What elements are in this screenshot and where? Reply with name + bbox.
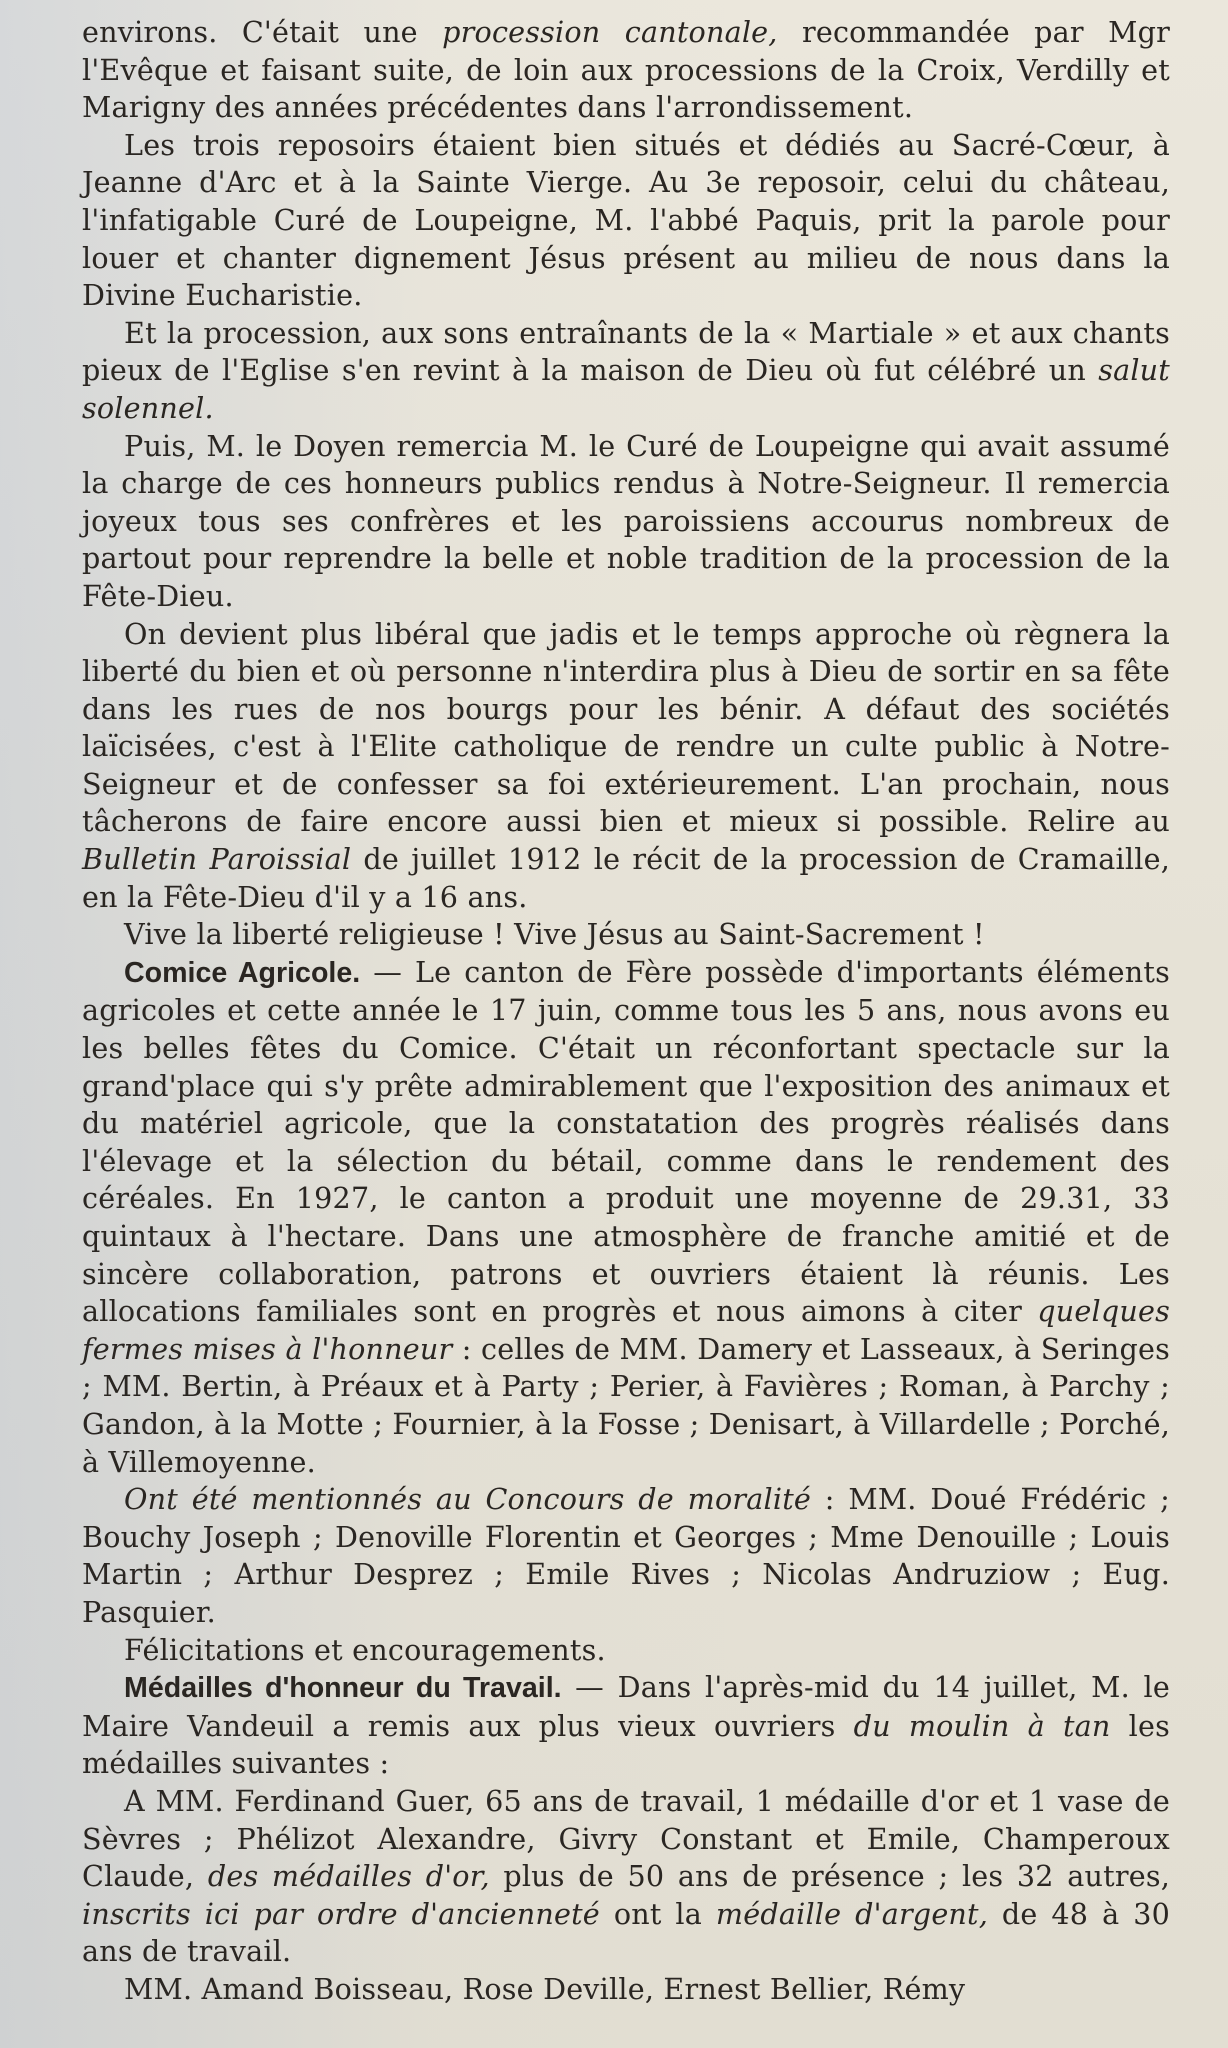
text-run: environs. C'était une: [82, 15, 443, 49]
text-run: MM. Amand Boisseau, Rose Deville, Ernest Bellier, Rémy: [124, 1971, 966, 2006]
text-run: A MM. Ferdinand Guer, 65 ans de travail, 1 médaille d'or et 1 vase de Sèvres ; Phélizot Alexandre, Givry Constant et Emile, Champeroux Claude,: [82, 1783, 1170, 1894]
paragraph-p4: [82, 428, 1170, 616]
text-run: On devient plus libéral que jadis et le temps approche où règnera la liberté du bien et où personne n'interdira plus à Dieu de sortir en sa fête dans les rues de nos bourgs pour les bénir. A défaut des sociétés laïcisées, c'est à l'Elite catholique de rendre un culte public à Notre-Seigneur et de confesser sa foi extérieurement. L'an prochain, nous tâcherons de faire encore aussi bien et mieux si possible. Relire au: [82, 616, 1170, 839]
text-run: Puis, M. le Doyen remercia M. le Curé de Loupeigne qui avait assumé la charge de ces honneurs publics rendus à Notre-Seigneur. Il remercia joyeux tous ses confrères et les paroissiens accourus nombreux de partout pour reprendre la belle et noble tradition de la procession de la Fête-Dieu.: [82, 428, 1170, 613]
text-run: : MM. Doué Frédéric ; Bouchy Joseph ; Denoville Florentin et Georges ; Mme Denouille ; Louis Martin ; Arthur Desprez ; Emile Rives ; Nicolas Andruziow ; Eug. Pasquier.: [82, 1482, 1171, 1629]
text-run: de juillet 1912 le récit de la procession de Cramaille, en la Fête-Dieu d'il y a 16 ans.: [82, 842, 1170, 914]
text-run: les médailles suivantes :: [82, 1708, 1170, 1781]
paragraph-p1: [82, 14, 1170, 127]
italic-phrase: Ont été mentionnés au Concours de moralité: [124, 1482, 812, 1517]
paragraph-p8: [82, 1481, 1170, 1631]
paragraph-p2: [82, 127, 1170, 315]
text-run: Et la procession, aux sons entraînants de la « Martiale » et aux chants pieux de l'Eglise s'en revint à la maison de Dieu où fut célébré un: [82, 315, 1170, 388]
italic-phrase: quelques fermes mises à l'honneur: [82, 1294, 1170, 1366]
section-heading: Médailles d'honneur du Travail.: [124, 1672, 562, 1705]
italic-phrase: procession cantonale,: [442, 15, 778, 49]
paragraph-p6: [82, 916, 1170, 954]
text-run: : celles de MM. Damery et Lasseaux, à Seringes ; MM. Bertin, à Préaux et à Party ; Perier, à Favières ; Roman, à Parchy ; Gandon, à la Motte ; Fournier, à la Fosse ; Denisart, à Villardelle ; Porché, à Villemoyenne.: [82, 1331, 1170, 1479]
italic-phrase: salut solennel.: [82, 353, 1170, 425]
section-heading: Comice Agricole.: [124, 956, 361, 989]
paragraph-p9: [82, 1632, 1170, 1670]
paragraph-p5: [82, 616, 1170, 917]
article-text: [82, 14, 1170, 2008]
text-run: de 48 à 30 ans de travail.: [82, 1896, 1170, 1969]
italic-phrase: médaille d'argent,: [715, 1896, 989, 1931]
italic-phrase: inscrits ici par ordre d'ancienneté: [82, 1896, 600, 1931]
italic-phrase: des médailles d'or,: [207, 1859, 490, 1894]
text-run: Vive la liberté religieuse ! Vive Jésus au Saint-Sacrement !: [124, 917, 985, 952]
paragraph-p3: [82, 315, 1170, 428]
italic-phrase: du moulin à tan: [853, 1708, 1111, 1743]
paragraph-p7: [82, 954, 1170, 1481]
paragraph-p12: [82, 1971, 1170, 2009]
text-run: — Dans l'après-mid du 14 juillet, M. le Maire Vandeuil a remis aux plus vieux ouvriers: [82, 1670, 1170, 1743]
paragraph-p11: [82, 1783, 1170, 1971]
text-run: plus de 50 ans de présence ; les 32 autres,: [489, 1859, 1170, 1894]
paragraph-p10: [82, 1669, 1170, 1783]
text-run: recommandée par Mgr l'Evêque et faisant suite, de loin aux processions de la Croix, Verdilly et Marigny des années précédentes dans l'arrondissement.: [82, 15, 1171, 125]
text-run: ont la: [599, 1896, 716, 1931]
text-run: Félicitations et encouragements.: [124, 1632, 606, 1667]
text-run: Les trois reposoirs étaient bien situés et dédiés au Sacré-Cœur, à Jeanne d'Arc et à la Sainte Vierge. Au 3e reposoir, celui du château, l'infatigable Curé de Loupeigne, M. l'abbé Paquis, prit la parole pour louer et chanter dignement Jésus présent au milieu de nous dans la Divine Eucharistie.: [82, 127, 1170, 313]
text-run: — Le canton de Fère possède d'importants éléments agricoles et cette année le 17 juin, comme tous les 5 ans, nous avons eu les belles fêtes du Comice. C'était un réconfortant spectacle sur la grand'place qui s'y prête admirablement que l'exposition des animaux et du matériel agricole, que la constatation des progrès réalisés dans l'élevage et la sélection du bétail, comme dans le rendement des céréales. En 1927, le canton a produit une moyenne de 29.31, 33 quintaux à l'hectare. Dans une atmosphère de franche amitié et de sincère collaboration, patrons et ouvriers étaient là réunis. Les allocations familiales sont en progrès et nous aimons à citer: [82, 954, 1170, 1329]
italic-phrase: Bulletin Paroissial: [82, 842, 352, 877]
